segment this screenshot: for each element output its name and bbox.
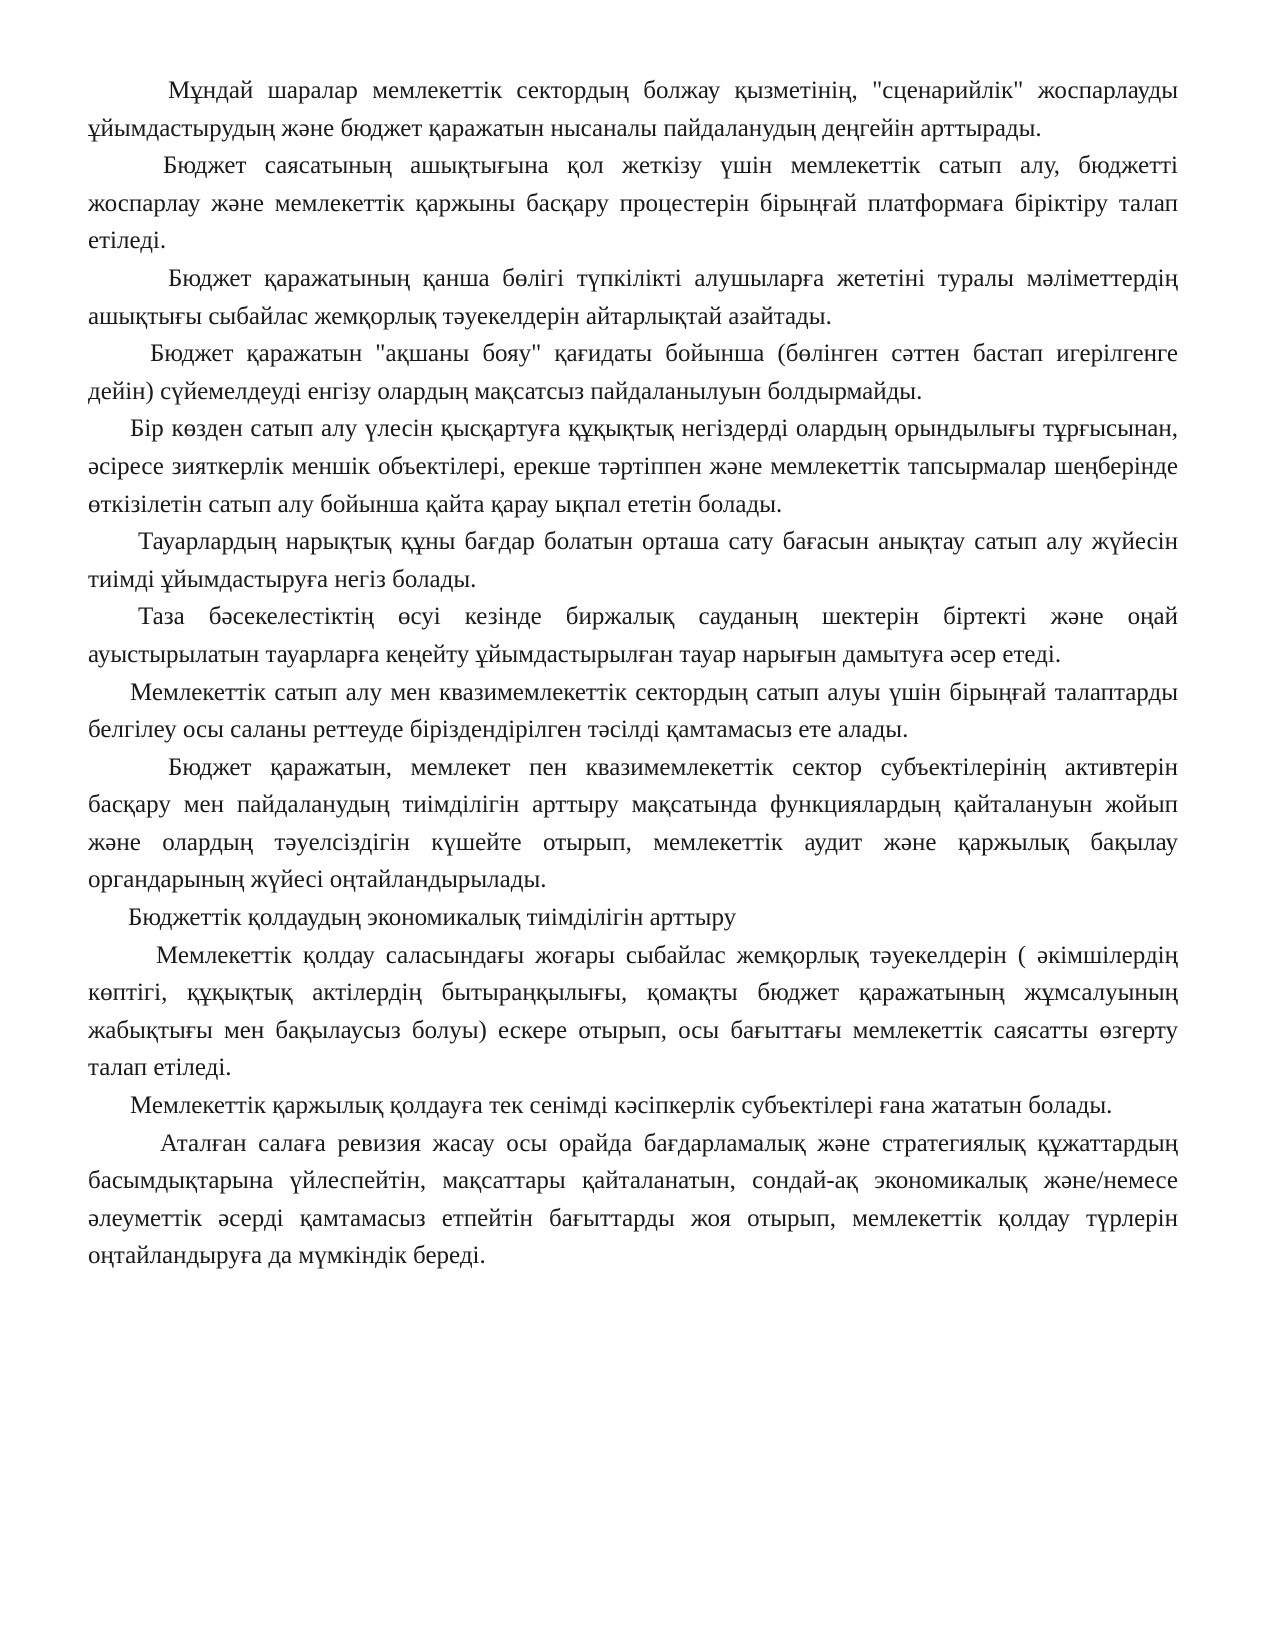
paragraph-revision-optimization: Аталған салаға ревизия жасау осы орайда бағдарламалық және стратегиялық құжаттардың басымдықтарына үйлеспейтін, мақсаттары қайталанатын, сондай-ақ экономикалық және/немесе әлеуметтік әсерді қамтамасыз етпейтін бағыттарды жоя отырып, мемлекеттік қолдау түрлерін оңтайландыруға да мүмкіндік береді. [88, 1129, 1178, 1270]
paragraph-budget-transparency: Бюджет саясатының ашықтығына қол жеткізу үшін мемлекеттік сатып алу, бюджетті жоспарлау және мемлекеттік қаржыны басқару процестерін бірыңғай платформаға біріктіру талап етіледі. [88, 152, 1178, 255]
document-body [88, 72, 1178, 1275]
paragraph-state-support-risks: Мемлекеттік қолдау саласындағы жоғары сыбайлас жемқорлық тәуекелдерін ( әкімшілердің көптігі, құқықтық актілердің бытыраңқылығы, қомақты бюджет қаражатының жұмсалуының жабықтығы мен бақылаусыз болуы) ескере отырып, осы бағыттағы мемлекеттік саясатты өзгерту талап етіледі. [88, 941, 1178, 1082]
paragraph-audit-optimization: Бюджет қаражатын, мемлекет пен квазимемлекеттік сектор субъектілерінің активтерін басқару мен пайдаланудың тиімділігін арттыру мақсатында функциялардың қайталануын жойып және олардың тәуелсіздігін күшейте отырып, мемлекеттік аудит және қаржылық бақылау органдарының жүйесі оңтайландырылады. [88, 753, 1178, 894]
paragraph-single-source-procurement: Бір көзден сатып алу үлесін қысқартуға құқықтық негіздерді олардың орындылығы тұрғысынан, әсіресе зияткерлік меншік объектілері, ерекше тәртіппен және мемлекеттік тапсырмалар шеңберінде өткізілетін сатып алу бойынша қайта қарау ықпал ететін болады. [88, 415, 1178, 518]
paragraph-reliable-entrepreneurs: Мемлекеттік қаржылық қолдауға тек сенімді кәсіпкерлік субъектілері ғана жататын болады. [130, 1092, 1113, 1120]
section-heading-budget-support: Бюджеттік қолдаудың экономикалық тиімділігін арттыру [128, 904, 737, 932]
paragraph-unified-requirements: Мемлекеттік сатып алу мен квазимемлекеттік сектордың сатып алуы үшін бірыңғай талаптарды белгілеу осы саланы реттеуде біріздендірілген тәсілді қамтамасыз ете алады. [88, 678, 1178, 744]
paragraph-forecasting-measures: Мұндай шаралар мемлекеттік сектордың болжау қызметінің, "сценарийлік" жоспарлауды ұйымдастырудың және бюджет қаражатын нысаналы пайдаланудың деңгейін арттырады. [88, 77, 1178, 142]
paragraph-final-recipients: Бюджет қаражатының қанша бөлігі түпкілікті алушыларға жететіні туралы мәліметтердің ашықтығы сыбайлас жемқорлық тәуекелдерін айтарлықтай азайтады. [88, 264, 1178, 330]
paragraph-average-price: Тауарлардың нарықтық құны бағдар болатын орташа сату бағасын анықтау сатып алу жүйесін тиімді ұйымдастыруға негіз болады. [88, 528, 1178, 593]
paragraph-money-coloring: Бюджет қаражатын "ақшаны бояу" қағидаты бойынша (бөлінген сәттен бастап игерілгенге дейін) сүйемелдеуді енгізу олардың мақсатсыз пайдаланылуын болдырмайды. [88, 340, 1178, 405]
paragraph-exchange-trading: Таза бәсекелестіктің өсуі кезінде биржалық сауданың шектерін біртекті және оңай ауыстырылатын тауарларға кеңейту ұйымдастырылған тауар нарығын дамытуға әсер етеді. [88, 603, 1178, 668]
